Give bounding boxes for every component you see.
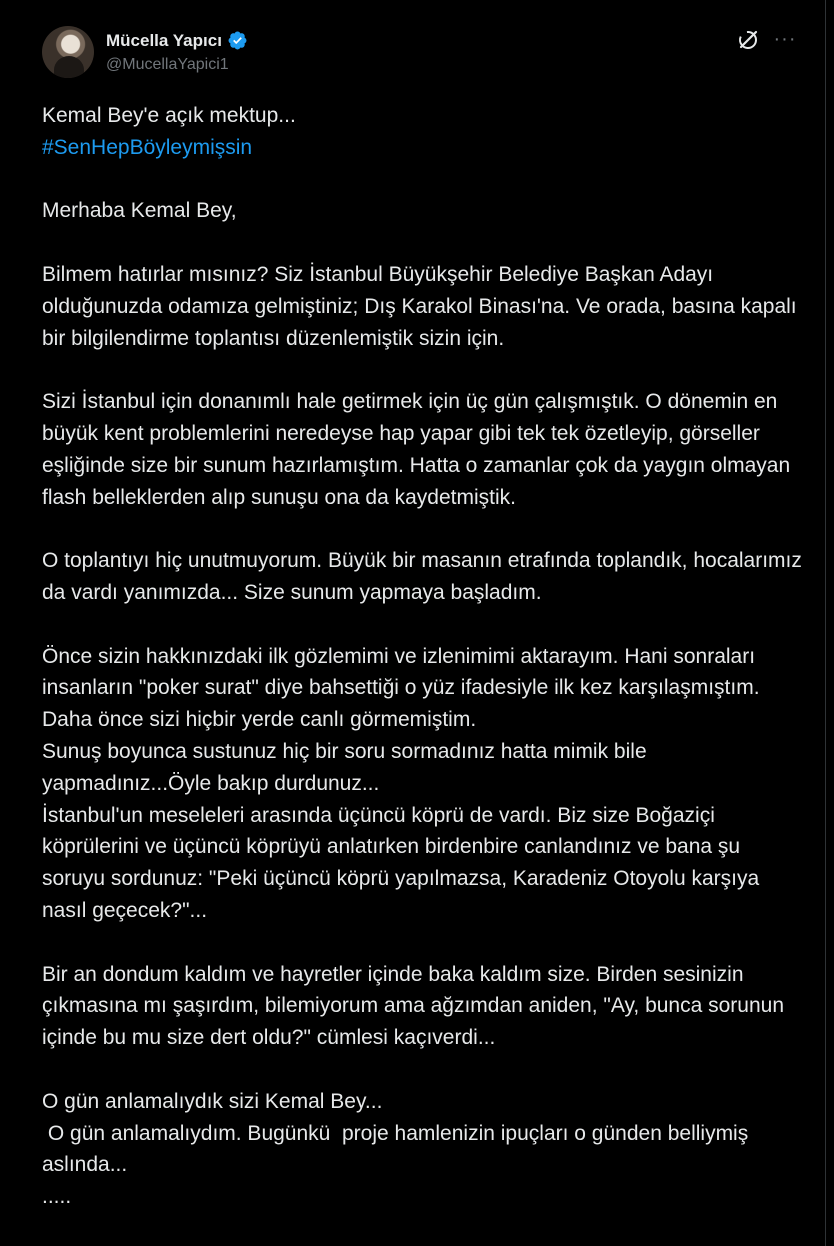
verified-badge-icon[interactable]: [227, 30, 248, 51]
paragraph-spacer: [42, 513, 802, 545]
tweet-paragraph: O gün anlamalıydık sizi Kemal Bey... O gün anlamalıydım. Bugünkü proje hamlenizin ipuçları o günden belliymiş aslında... .....: [42, 1089, 749, 1209]
tweet-paragraph: O toplantıyı hiç unutmuyorum. Büyük bir masanın etrafında toplandık, hocalarımız da vardı yanımızda... Size sunum yapmaya başladım.: [42, 549, 808, 604]
more-options-icon[interactable]: ···: [773, 28, 797, 50]
author-handle[interactable]: @MucellaYapici1: [106, 56, 229, 73]
tweet-paragraph: Önce sizin hakkınızdaki ilk gözlemimi ve izlenimimi aktarayım. Hani sonraları insanların "poker surat" diye bahsettiği o yüz ifadesiyle ilk kez karşılaşmıştım. Daha önce sizi hiçbir yerde canlı görmemiştim. Sunuş boyunca sustunuz hiç bir soru sormadınız hatta mimik bile yapmadınız...Öyle bakıp durdunuz... İstanbul'un meseleleri arasında üçüncü köprü de vardı. Biz size Boğaziçi köprülerini ve üçüncü köprüyü anlatırken birdenbire canlandınız ve bana şu soruyu sordunuz: "Peki üçüncü köprü yapılmazsa, Karadeniz Otoyolu karşıya nasıl geçecek?"...: [42, 644, 760, 922]
paragraph-spacer: [42, 927, 802, 959]
paragraph-spacer: [42, 227, 802, 259]
tweet-paragraph: Sizi İstanbul için donanımlı hale getirmek için üç gün çalışmıştık. O dönemin en büyük kent problemlerini neredeyse hap yapar gibi tek tek özetleyip, görseller eşliğinde size bir sunum hazırlamıştım. Hatta o zamanlar çok da yaygın olmayan flash belleklerden alıp sunuşu ona da kaydetmiştik.: [42, 390, 797, 509]
timeline-column-border: [825, 0, 826, 1246]
avatar-figure: [54, 56, 84, 78]
tweet-title-line: Kemal Bey'e açık mektup...: [42, 104, 296, 127]
avatar[interactable]: [42, 26, 94, 78]
hashtag-link[interactable]: #SenHepBöyleymişsin: [42, 135, 253, 159]
tweet-header: [42, 26, 802, 80]
tweet-paragraph: Bir an dondum kaldım ve hayretler içinde baka kaldım size. Birden sesinizin çıkmasına mı şaşırdım, bilemiyorum ama ağzımdan aniden, "Ay, bunca sorunun içinde bu mu size dert oldu?" cümlesi kaçıverdi...: [42, 962, 790, 1050]
paragraph-spacer: [42, 164, 802, 196]
tweet-paragraph: Bilmem hatırlar mısınız? Siz İstanbul Büyükşehir Belediye Başkan Adayı olduğunuzda odamıza gelmiştiniz; Dış Karakol Binası'na. Ve orada, basına kapalı bir bilgilendirme toplantısı düzenlemiştik sizin için.: [42, 262, 803, 350]
grok-icon[interactable]: [736, 28, 760, 52]
paragraph-spacer: [42, 609, 802, 641]
tweet-text: [42, 100, 808, 1213]
paragraph-spacer: [42, 1054, 802, 1086]
tweet-greeting: Merhaba Kemal Bey,: [42, 199, 237, 223]
paragraph-spacer: [42, 354, 802, 386]
author-name-row: [106, 30, 248, 51]
author-display-name[interactable]: Mücella Yapıcı: [106, 30, 222, 50]
